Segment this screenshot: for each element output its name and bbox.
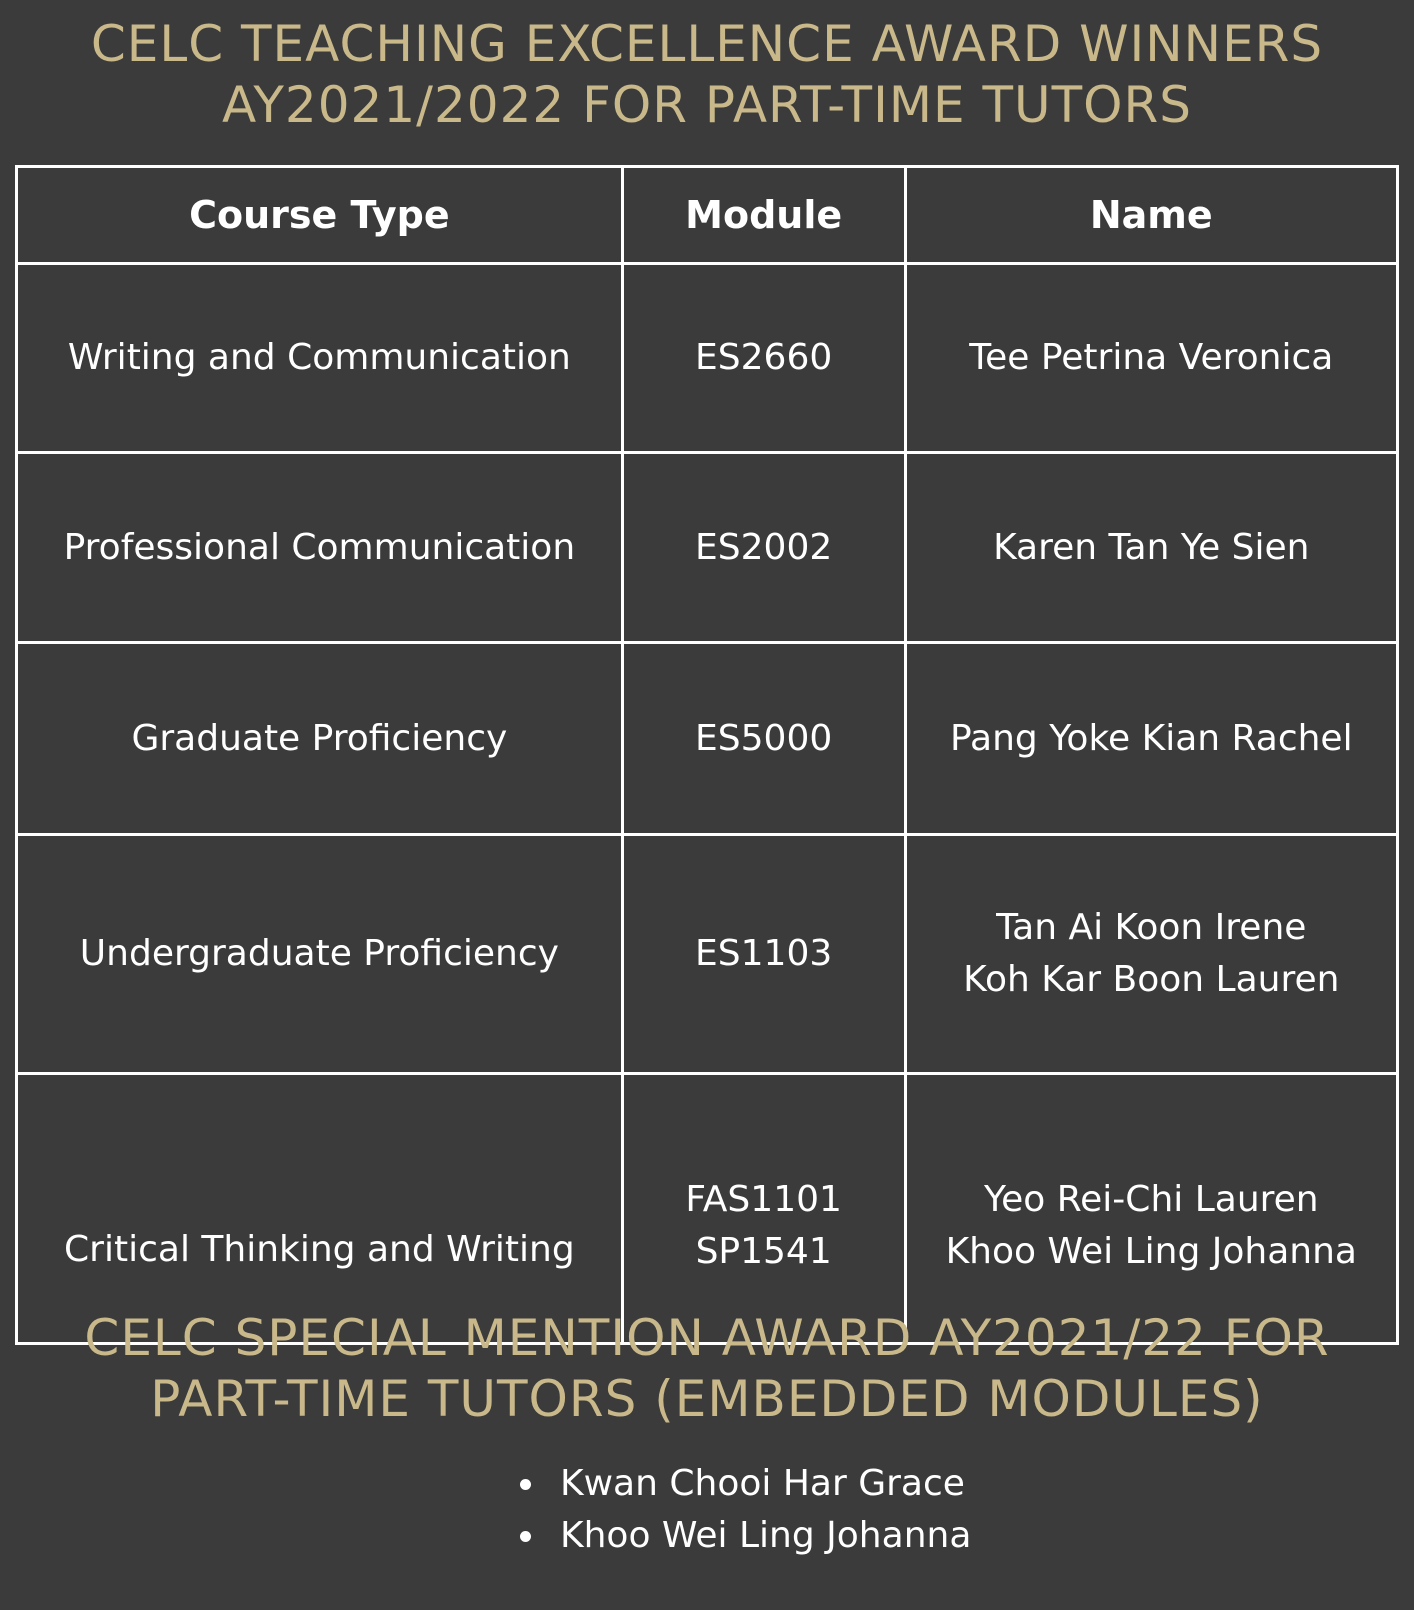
bullet-icon xyxy=(520,1479,531,1490)
name-cell xyxy=(905,264,1397,453)
special-mention-title xyxy=(0,1308,1414,1430)
tutor-name: Yeo Rei-Chi Lauren xyxy=(983,1179,1319,1220)
tutor-name: Khoo Wei Ling Johanna xyxy=(945,1231,1357,1272)
course-type-cell: Writing and Communication xyxy=(17,264,623,453)
header-module: Module xyxy=(622,167,905,264)
special-mention-name: Kwan Chooi Har Grace xyxy=(560,1463,965,1504)
tutor-name: Tan Ai Koon Irene xyxy=(996,907,1307,948)
module-cell xyxy=(622,1074,905,1344)
bullet-icon xyxy=(520,1531,531,1542)
course-type-cell: Graduate Proficiency xyxy=(17,643,623,835)
table-row xyxy=(17,264,1398,453)
module-cell xyxy=(622,453,905,643)
special-title-line-2: PART-TIME TUTORS (EMBEDDED MODULES) xyxy=(150,1370,1264,1428)
course-type-cell: Critical Thinking and Writing xyxy=(17,1074,623,1344)
module-code: FAS1101 xyxy=(685,1179,842,1220)
course-type-cell: Professional Communication xyxy=(17,453,623,643)
name-cell xyxy=(905,1074,1397,1344)
module-cell xyxy=(622,835,905,1074)
module-code: ES2002 xyxy=(695,526,833,568)
tutor-name: Koh Kar Boon Lauren xyxy=(963,959,1340,1000)
main-title-line-2: AY2021/2022 FOR PART-TIME TUTORS xyxy=(222,76,1192,134)
table-row xyxy=(17,453,1398,643)
table-row xyxy=(17,643,1398,835)
special-mention-list xyxy=(520,1458,971,1562)
name-cell xyxy=(905,835,1397,1074)
table-header-row xyxy=(17,167,1398,264)
module-cell xyxy=(622,643,905,835)
name-cell xyxy=(905,453,1397,643)
table-row xyxy=(17,835,1398,1074)
list-item xyxy=(520,1458,971,1510)
module-cell xyxy=(622,264,905,453)
tutor-name: Tee Petrina Veronica xyxy=(969,337,1334,378)
module-code: ES1103 xyxy=(695,933,833,974)
list-item xyxy=(520,1510,971,1562)
name-cell xyxy=(905,643,1397,835)
special-title-line-1: CELC SPECIAL MENTION AWARD AY2021/22 FOR xyxy=(84,1309,1330,1367)
award-winners-table xyxy=(15,165,1399,1345)
header-name: Name xyxy=(905,167,1397,264)
main-title-line-1: CELC TEACHING EXCELLENCE AWARD WINNERS xyxy=(90,15,1324,73)
course-type-cell: Undergraduate Proficiency xyxy=(17,835,623,1074)
special-mention-name: Khoo Wei Ling Johanna xyxy=(560,1515,972,1556)
module-code: SP1541 xyxy=(695,1231,832,1272)
table-row xyxy=(17,1074,1398,1344)
module-code: ES2660 xyxy=(695,337,833,378)
tutor-name: Karen Tan Ye Sien xyxy=(993,526,1310,568)
header-course-type: Course Type xyxy=(17,167,623,264)
tutor-name: Pang Yoke Kian Rachel xyxy=(949,717,1353,759)
main-title xyxy=(0,14,1414,136)
module-code: ES5000 xyxy=(695,717,833,759)
